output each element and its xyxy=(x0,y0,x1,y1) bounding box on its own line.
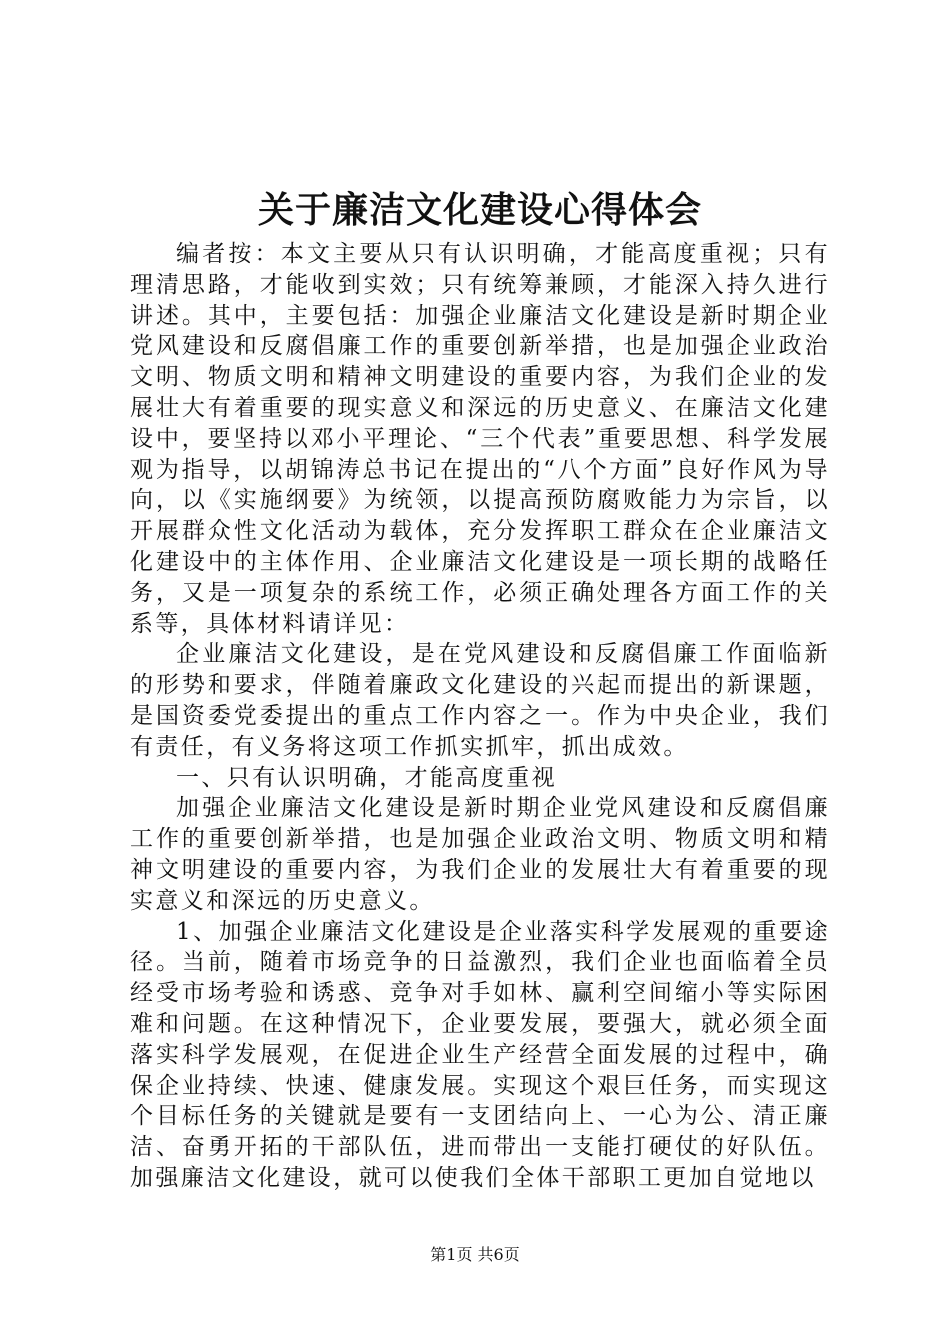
editor-note-paragraph: 编者按：本文主要从只有认识明确，才能高度重视；只有理清思路，才能收到实效；只有统筹兼顾，才能深入持久进行讲述。其中，主要包括：加强企业廉洁文化建设是新时期企业党风建设和反腐倡廉工作的重要创新举措，也是加强企业政治文明、物质文明和精神文明建设的重要内容，为我们企业的发展壮大有着重要的现实意义和深远的历史意义、在廉洁文化建设中，要坚持以邓小平理论、“三个代表”重要思想、科学发展观为指导，以胡锦涛总书记在提出的“八个方面”良好作风为导向，以《实施纲要》为统领，以提高预防腐败能力为宗旨，以开展群众性文化活动为载体，充分发挥职工群众在企业廉洁文化建设中的主体作用、企业廉洁文化建设是一项长期的战略任务，又是一项复杂的系统工作，必须正确处理各方面工作的关系等，具体材料请详见： xyxy=(130,241,830,637)
section-body-paragraph: 加强企业廉洁文化建设是新时期企业党风建设和反腐倡廉工作的重要创新举措，也是加强企业政治文明、物质文明和精神文明建设的重要内容，为我们企业的发展壮大有着重要的现实意义和深远的历史意义。 xyxy=(130,795,830,914)
document-page xyxy=(130,185,830,1194)
document-title: 关于廉洁文化建设心得体会 xyxy=(257,189,702,231)
intro-paragraph: 企业廉洁文化建设，是在党风建设和反腐倡廉工作面临新的形势和要求，伴随着廉政文化建设的兴起而提出的新课题，是国资委党委提出的重点工作内容之一。作为中央企业，我们有责任，有义务将这项工作抓实抓牢，抓出成效。 xyxy=(130,641,830,760)
section-heading: 一、只有认识明确，才能高度重视 xyxy=(176,764,557,791)
point-one-paragraph: 1、加强企业廉洁文化建设是企业落实科学发展观的重要途径。当前，随着市场竞争的日益激烈，我们企业也面临着全员经受市场考验和诱惑、竞争对手如林、赢利空间缩小等实际困难和问题。在这种情况下，企业要发展，要强大，就必须全面落实科学发展观，在促进企业生产经营全面发展的过程中，确保企业持续、快速、健康发展。实现这个艰巨任务，而实现这个目标任务的关键就是要有一支团结向上、一心为公、清正廉洁、奋勇开拓的干部队伍，进而带出一支能打硬仗的好队伍。加强廉洁文化建设，就可以使我们全体干部职工更加自觉地以 xyxy=(130,918,830,1191)
page-number-footer: 第1页 共6页 xyxy=(430,1245,520,1264)
